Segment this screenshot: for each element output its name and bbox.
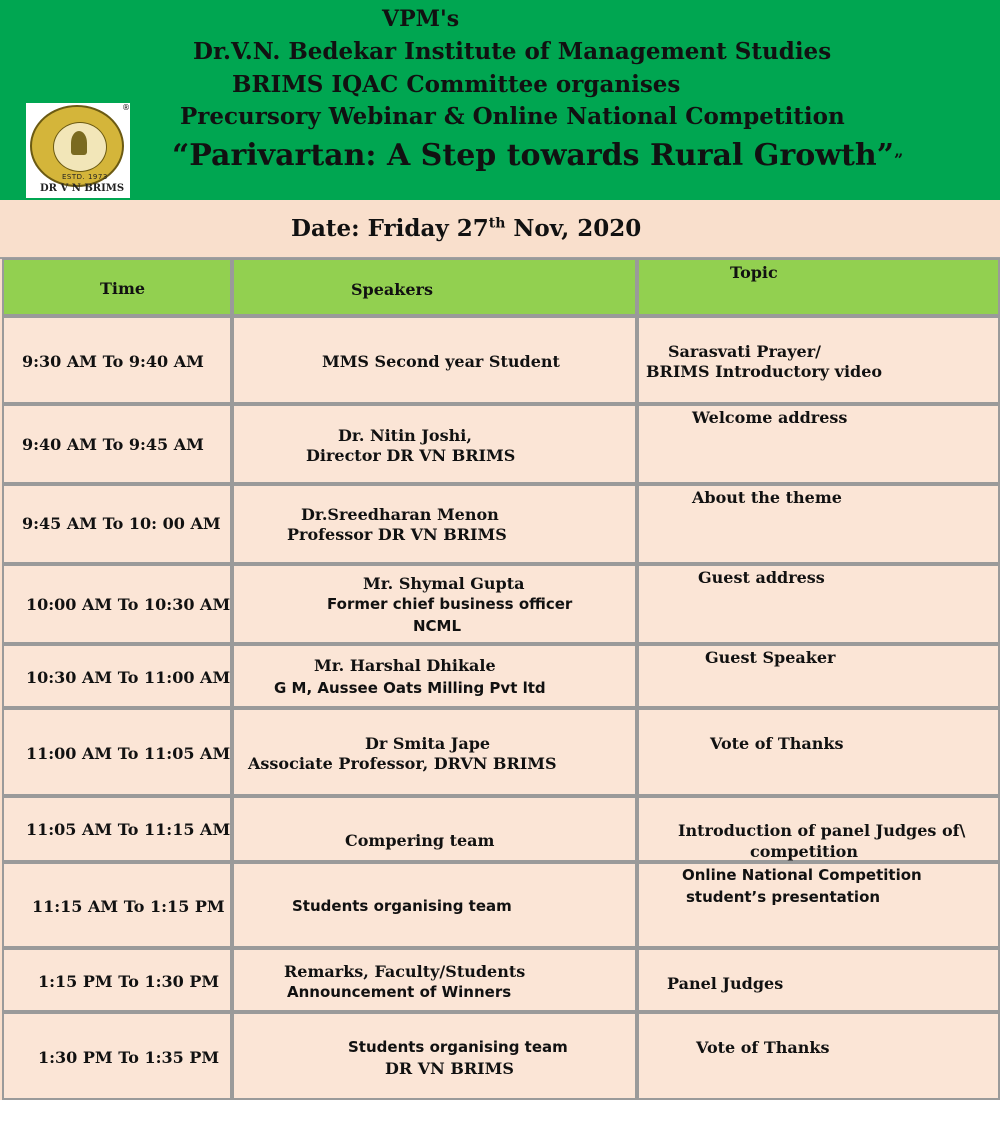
header-line-committee: BRIMS IQAC Committee organises <box>232 71 681 98</box>
table-row-topic: Welcome address <box>637 404 1000 484</box>
table-row-topic: Online National Competition student’s presentation <box>637 862 1000 948</box>
header-line-webinar: Precursory Webinar & Online National Competition <box>180 103 845 130</box>
header-line-institute: Dr.V.N. Bedekar Institute of Management Studies <box>193 38 832 65</box>
lamp-icon <box>71 131 87 155</box>
table-row-speaker: Dr Smita Jape Associate Professor, DRVN BRIMS <box>232 708 637 796</box>
table-row-speaker: Dr.Sreedharan Menon Professor DR VN BRIMS <box>232 484 637 564</box>
table-row-speaker: Compering team <box>232 796 637 862</box>
table-row-time: 11:15 AM To 1:15 PM <box>2 862 232 948</box>
table-row-speaker: Mr. Shymal Gupta Former chief business officer NCML <box>232 564 637 644</box>
table-row-time: 10:00 AM To 10:30 AM <box>2 564 232 644</box>
column-header-time-label: Time <box>100 279 146 298</box>
logo-name: DR V N BRIMS <box>40 183 125 194</box>
table-row-time: 9:45 AM To 10: 00 AM <box>2 484 232 564</box>
column-header-speakers-label: Speakers <box>351 280 433 299</box>
table-row-speaker: Dr. Nitin Joshi, Director DR VN BRIMS <box>232 404 637 484</box>
table-row-time: 10:30 AM To 11:00 AM <box>2 644 232 708</box>
column-header-speakers <box>232 258 637 316</box>
table-row-speaker: Mr. Harshal Dhikale G M, Aussee Oats Milling Pvt ltd <box>232 644 637 708</box>
event-date: Date: Friday 27th Nov, 2020 <box>291 215 642 242</box>
table-row-topic: Panel Judges <box>637 948 1000 1012</box>
event-title <box>172 138 903 173</box>
logo-estd: ESTD. 1973 <box>62 173 108 181</box>
event-title-quote: ” <box>893 150 904 169</box>
table-row-time: 1:30 PM To 1:35 PM <box>2 1012 232 1100</box>
table-row-topic: Introduction of panel Judges of\ competition <box>637 796 1000 862</box>
institute-logo <box>26 103 130 198</box>
table-row-speaker: Students organising team DR VN BRIMS <box>232 1012 637 1100</box>
table-row-time: 9:40 AM To 9:45 AM <box>2 404 232 484</box>
table-row-speaker: Remarks, Faculty/Students Announcement of Winners <box>232 948 637 1012</box>
event-header <box>0 0 1000 202</box>
registered-mark: ® <box>122 103 130 112</box>
header-line-vpm: VPM's <box>382 6 460 32</box>
logo-seal <box>30 105 124 187</box>
table-row-topic: Vote of Thanks <box>637 708 1000 796</box>
table-row-time: 11:00 AM To 11:05 AM <box>2 708 232 796</box>
date-row <box>0 200 1000 259</box>
table-row-topic: Guest Speaker <box>637 644 1000 708</box>
table-row-time: 1:15 PM To 1:30 PM <box>2 948 232 1012</box>
event-title-text: “Parivartan: A Step towards Rural Growth” <box>172 138 894 173</box>
column-header-time <box>2 258 232 316</box>
table-row-time: 11:05 AM To 11:15 AM <box>2 796 232 862</box>
table-row-topic: Sarasvati Prayer/ BRIMS Introductory video <box>637 316 1000 404</box>
table-row-speaker: MMS Second year Student <box>232 316 637 404</box>
column-header-topic <box>637 258 1000 316</box>
table-row-topic: Vote of Thanks <box>637 1012 1000 1100</box>
table-row-topic: About the theme <box>637 484 1000 564</box>
table-row-time: 9:30 AM To 9:40 AM <box>2 316 232 404</box>
column-header-topic-label: Topic <box>730 263 778 282</box>
table-row-topic: Guest address <box>637 564 1000 644</box>
table-row-speaker: Students organising team <box>232 862 637 948</box>
